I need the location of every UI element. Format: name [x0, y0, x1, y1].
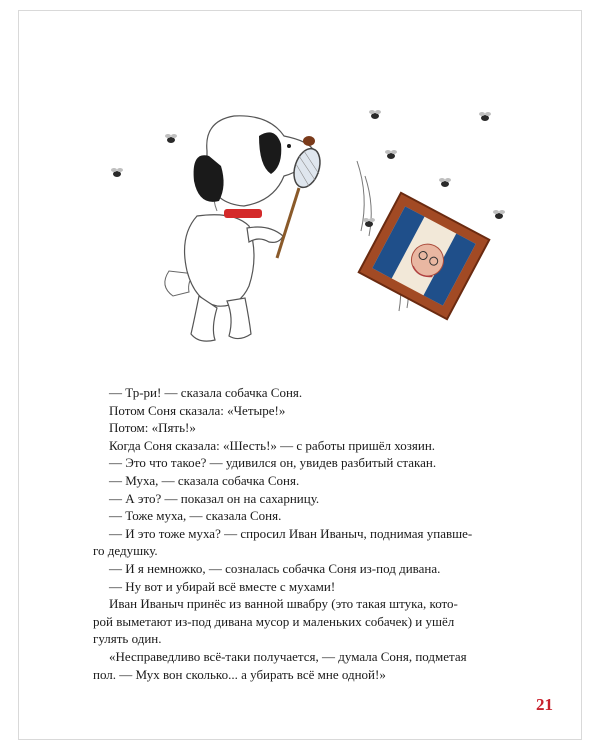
fly-icon: [111, 168, 123, 177]
book-page: [18, 10, 582, 740]
story-line: Потом Соня сказала: «Четыре!»: [109, 402, 286, 418]
story-line: «Несправедливо всё-таки получается, — думала Соня, подметая: [109, 648, 467, 664]
story-line: гулять один.: [93, 631, 162, 647]
page-number: 21: [536, 695, 553, 714]
story-line: Потом: «Пять!»: [109, 420, 196, 436]
fly-icon: [369, 110, 381, 119]
fly-icon: [439, 178, 451, 187]
story-line: — Муха, — сказала собачка Соня.: [109, 472, 300, 488]
fly-icon: [165, 134, 177, 143]
picture-frame-icon: [359, 193, 490, 319]
fly-icon: [479, 112, 491, 121]
story-line: — Это что такое? — удивился он, увидев разбитый стакан.: [109, 455, 437, 471]
story-line: — И я немножко, — созналась собачка Соня из-под дивана.: [109, 560, 441, 576]
story-line: Иван Иваныч принёс из ванной швабру (это такая штука, кото-: [109, 596, 458, 612]
story-line: пол. — Мух вон сколько... а убирать всё мне одной!»: [93, 666, 386, 682]
story-line: — А это? — показал он на сахарницу.: [109, 490, 320, 506]
fly-icon: [363, 218, 375, 227]
story-text: [93, 384, 531, 683]
story-line: — Ну вот и убирай всё вместе с мухами!: [109, 578, 336, 594]
story-line: рой выметают из-под дивана мусор и маленьких собачек) и ушёл: [93, 613, 455, 629]
collar: [224, 209, 262, 218]
fly-icon: [385, 150, 397, 159]
story-line: го дедушку.: [93, 543, 158, 559]
story-line: — Тоже муха, — сказала Соня.: [109, 508, 282, 524]
illustration: [99, 96, 529, 366]
dog-icon: [165, 116, 315, 341]
story-line: — И это тоже муха? — спросил Иван Иваныч, поднимая упавше-: [109, 525, 473, 541]
story-line: Когда Соня сказала: «Шесть!» — с работы пришёл хозяин.: [109, 437, 436, 453]
fly-icon: [493, 210, 505, 219]
story-line: — Тр-ри! — сказала собачка Соня.: [109, 385, 303, 400]
